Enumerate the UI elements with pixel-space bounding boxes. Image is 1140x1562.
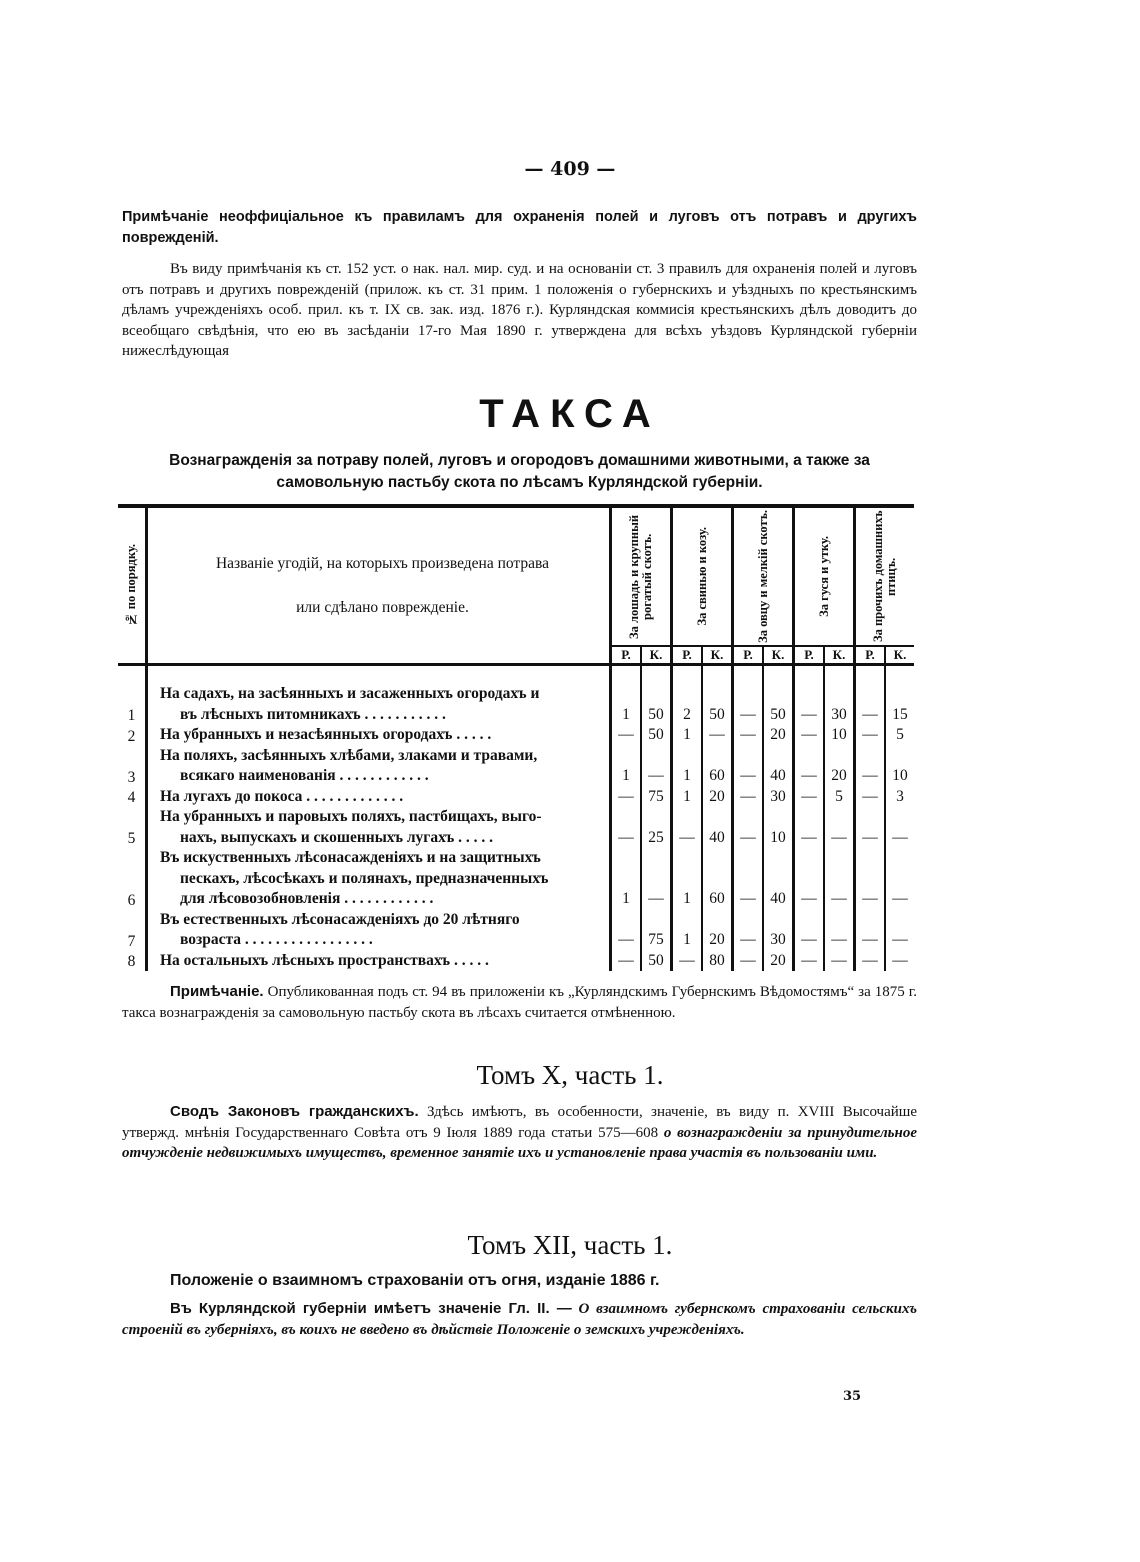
- rubles-cell: —: [672, 951, 703, 972]
- kopecks-cell: 5: [885, 725, 914, 746]
- name-header-1: Названіе угодій, на которыхъ произведена потрава: [215, 554, 550, 572]
- rubles-header: Р.: [672, 646, 703, 665]
- row-name-line: пескахъ, лѣсосѣкахъ и полянахъ, предназначенныхъ: [180, 869, 549, 887]
- kopecks-cell: 10: [885, 746, 914, 787]
- table-note-label: Примѣчаніе.: [170, 983, 264, 1000]
- signature-mark: 35: [843, 1389, 862, 1404]
- rubles-cell: —: [794, 951, 825, 972]
- rubles-cell: 1: [611, 746, 642, 787]
- kopecks-cell: 80: [702, 951, 733, 972]
- row-name-line: всякаго наименованія . . . . . . . . . . . .: [180, 767, 429, 784]
- rubles-cell: —: [794, 787, 825, 808]
- kopecks-cell: 30: [824, 665, 855, 726]
- kopecks-cell: 40: [763, 746, 794, 787]
- col-header-goose: За гуся и утку.: [816, 536, 831, 617]
- table-row: [118, 746, 914, 787]
- table-row: [118, 725, 914, 746]
- col-header-pig: За свинью и козу.: [694, 527, 709, 626]
- num-header: № по порядку.: [124, 544, 138, 627]
- rubles-cell: —: [855, 807, 886, 848]
- kopecks-cell: —: [702, 725, 733, 746]
- row-name-line: Въ естественныхъ лѣсонасажденіяхъ до 20 лѣтняго: [160, 910, 520, 928]
- rubles-cell: —: [794, 848, 825, 910]
- rubles-cell: —: [611, 910, 642, 951]
- row-name: [147, 787, 611, 808]
- row-name: [147, 848, 611, 910]
- rubles-cell: —: [672, 807, 703, 848]
- rubles-cell: 1: [611, 848, 642, 910]
- row-name-line: Въ искуственныхъ лѣсонасажденіяхъ и на защитныхъ: [160, 849, 541, 866]
- rubles-cell: —: [855, 746, 886, 787]
- rubles-cell: 1: [672, 848, 703, 910]
- kopecks-cell: 40: [763, 848, 794, 910]
- rubles-cell: —: [855, 951, 886, 972]
- row-name: [147, 665, 611, 726]
- row-name: [147, 951, 611, 972]
- rubles-cell: —: [794, 665, 825, 726]
- kopecks-cell: 5: [824, 787, 855, 808]
- rubles-cell: —: [855, 787, 886, 808]
- rubles-cell: —: [794, 807, 825, 848]
- kopecks-cell: —: [824, 848, 855, 910]
- rubles-cell: —: [733, 725, 764, 746]
- rubles-cell: 1: [672, 787, 703, 808]
- rubles-cell: 1: [672, 725, 703, 746]
- kopecks-header: К.: [824, 646, 855, 665]
- tom-xii-heading: Томъ XII, часть 1.: [467, 1230, 673, 1260]
- rubles-cell: 1: [672, 746, 703, 787]
- kopecks-cell: 50: [641, 725, 672, 746]
- name-header-2: или сдѣлано поврежденіе.: [296, 598, 469, 616]
- kopecks-cell: 10: [824, 725, 855, 746]
- row-number: 1: [127, 707, 136, 724]
- row-number: 5: [127, 830, 136, 847]
- row-number: 2: [127, 727, 136, 745]
- kurland-italic: О взаимномъ губернскомъ страхованіи сельскихъ строеній въ губерніяхъ, въ коихъ не введено въ дѣйствіе Положеніе о земскихъ учрежденіяхъ.: [122, 1301, 917, 1338]
- rubles-cell: —: [733, 848, 764, 910]
- kopecks-cell: 30: [763, 787, 794, 808]
- row-number: 3: [127, 768, 136, 786]
- row-number: 8: [127, 953, 136, 970]
- kopecks-header: К.: [885, 646, 914, 665]
- row-name-line: На убранныхъ и незасѣянныхъ огородахъ . . . . .: [160, 726, 492, 743]
- svod-paragraph: [122, 1102, 917, 1164]
- kopecks-cell: —: [885, 848, 914, 910]
- rubles-header: Р.: [611, 646, 642, 665]
- row-name-line: нахъ, выпускахъ и скошенныхъ лугахъ . . . . .: [180, 828, 494, 846]
- kopecks-header: К.: [702, 646, 733, 665]
- rubles-cell: —: [855, 848, 886, 910]
- subtitle: Вознагражденія за потраву полей, луговъ и огородовъ домашними животными, а также за самовольную пастьбу скота по лѣсамъ Курляндской губерніи.: [169, 452, 870, 491]
- rubles-header: Р.: [794, 646, 825, 665]
- rubles-cell: 1: [672, 910, 703, 951]
- rubles-cell: —: [794, 725, 825, 746]
- kopecks-cell: 20: [702, 910, 733, 951]
- table-row: [118, 951, 914, 972]
- kopecks-cell: 50: [641, 665, 672, 726]
- svod-text: Здѣсь имѣютъ, въ особенности, значеніе, въ виду п. XVIII Высочайше утвержд. мнѣнія Государственнаго Совѣта отъ 9 Іюля 1889 года статьи 575—608: [122, 1104, 917, 1141]
- table-row: [118, 807, 914, 848]
- table-note: [122, 982, 917, 1023]
- row-name-line: въ лѣсныхъ питомникахъ . . . . . . . . . . .: [180, 705, 446, 723]
- page-number: — 409 —: [524, 158, 616, 180]
- rubles-header: Р.: [855, 646, 886, 665]
- intro-paragraph: Въ виду примѣчанія къ ст. 152 уст. о нак. нал. мир. суд. и на основаніи ст. 3 правилъ для охраненія полей и луговъ отъ потравъ и другихъ поврежденій (прилож. къ ст. 31 прим. 1 положенія о губернскихъ и уѣздныхъ по крестьянскимъ дѣламъ учрежденіяхъ особ. прил. къ т. IX св. зак. изд. 1876 г.). Курляндская коммисія крестьянскихъ дѣлъ доводитъ до всеобщаго свѣдѣнія, что ею въ засѣданіи 17-го Мая 1890 г. утверждена для всѣхъ уѣздовъ Курляндской губерніи нижеслѣдующая: [122, 261, 917, 359]
- kopecks-cell: 10: [763, 807, 794, 848]
- rubles-cell: —: [733, 910, 764, 951]
- rubles-header: Р.: [733, 646, 764, 665]
- col-header-poultry: За прочихъ домашнихъ птицъ.: [871, 510, 898, 643]
- kopecks-cell: 50: [763, 665, 794, 726]
- rubles-cell: —: [855, 665, 886, 726]
- row-name: [147, 725, 611, 746]
- rubles-cell: —: [611, 725, 642, 746]
- kopecks-cell: 25: [641, 807, 672, 848]
- kopecks-cell: 60: [702, 848, 733, 910]
- kopecks-cell: —: [824, 951, 855, 972]
- tariff-table: [118, 504, 914, 971]
- kopecks-cell: 30: [763, 910, 794, 951]
- kopecks-cell: 50: [702, 665, 733, 726]
- svod-italic: о вознагражденіи за принудительное отчужденіе недвижимыхъ имуществъ, временное занятіе ихъ и установленіе права участія въ пользованіи ими.: [122, 1124, 918, 1161]
- rubles-cell: 2: [672, 665, 703, 726]
- kopecks-cell: 20: [824, 746, 855, 787]
- kopecks-header: К.: [641, 646, 672, 665]
- polozhenie-heading: Положеніе о взаимномъ страхованіи отъ огня, изданіе 1886 г.: [170, 1272, 660, 1289]
- kopecks-cell: —: [641, 848, 672, 910]
- rubles-cell: —: [611, 807, 642, 848]
- kopecks-cell: 3: [885, 787, 914, 808]
- rubles-cell: —: [733, 787, 764, 808]
- row-name-line: возраста . . . . . . . . . . . . . . . . .: [180, 931, 373, 948]
- kopecks-cell: —: [885, 951, 914, 972]
- row-name: [147, 746, 611, 787]
- kopecks-cell: —: [885, 807, 914, 848]
- rubles-cell: —: [855, 725, 886, 746]
- table-note-text: Опубликованная подъ ст. 94 въ приложеніи къ „Курляндскимъ Губернскимъ Вѣдомостямъ“ за 1875 г. такса вознагражденія за самовольную пастьбу скота въ лѣсахъ считается отмѣненною.: [122, 984, 918, 1021]
- kopecks-cell: 20: [702, 787, 733, 808]
- rubles-cell: —: [611, 951, 642, 972]
- row-name: [147, 910, 611, 951]
- rubles-cell: —: [733, 746, 764, 787]
- kopecks-cell: 15: [885, 665, 914, 726]
- row-name-line: На лугахъ до покоса . . . . . . . . . . . . .: [160, 787, 404, 805]
- rubles-cell: 1: [611, 665, 642, 726]
- kopecks-cell: —: [885, 910, 914, 951]
- row-name-line: На садахъ, на засѣянныхъ и засаженныхъ огородахъ и: [160, 685, 540, 702]
- kurland-text: Въ Курляндской губерніи имѣетъ значеніе Гл. II. —: [170, 1300, 572, 1317]
- rubles-cell: —: [855, 910, 886, 951]
- svod-label: Сводъ Законовъ гражданскихъ.: [170, 1103, 419, 1120]
- kopecks-cell: —: [824, 807, 855, 848]
- table-row: [118, 665, 914, 726]
- kopecks-cell: 40: [702, 807, 733, 848]
- kopecks-cell: 75: [641, 910, 672, 951]
- rubles-cell: —: [794, 746, 825, 787]
- table-row: [118, 787, 914, 808]
- tom-x-heading: Томъ X, часть 1.: [476, 1060, 664, 1090]
- row-name-line: На убранныхъ и паровыхъ поляхъ, пастбищахъ, выго-: [160, 808, 542, 825]
- kopecks-cell: —: [824, 910, 855, 951]
- rubles-cell: —: [794, 910, 825, 951]
- table-row: [118, 848, 914, 910]
- kopecks-cell: 75: [641, 787, 672, 808]
- kopecks-header: К.: [763, 646, 794, 665]
- title: ТАКСА: [479, 392, 661, 436]
- table-row: [118, 910, 914, 951]
- kopecks-cell: 60: [702, 746, 733, 787]
- row-name-line: для лѣсовозобновленія . . . . . . . . . . . .: [180, 890, 434, 907]
- kopecks-cell: 20: [763, 725, 794, 746]
- row-number: 7: [127, 932, 136, 950]
- note-heading: Примѣчаніе неоффиціальное къ правиламъ для охраненія полей и луговъ отъ потравъ и другихъ поврежденій.: [122, 209, 917, 246]
- rubles-cell: —: [733, 807, 764, 848]
- row-name-line: На поляхъ, засѣянныхъ хлѣбами, злаками и травами,: [160, 746, 538, 764]
- row-number: 4: [127, 789, 136, 806]
- kopecks-cell: 20: [763, 951, 794, 972]
- rubles-cell: —: [611, 787, 642, 808]
- col-header-horse: За лошадь и крупный рогатый скотъ.: [627, 514, 654, 639]
- row-number: 6: [127, 891, 136, 909]
- row-name-line: На остальныхъ лѣсныхъ пространствахъ . . . . .: [160, 951, 489, 969]
- row-name: [147, 807, 611, 848]
- rubles-cell: —: [733, 951, 764, 972]
- col-header-sheep: За овцу и мелкій скотъ.: [755, 510, 770, 643]
- rubles-cell: —: [733, 665, 764, 726]
- kopecks-cell: —: [641, 746, 672, 787]
- kopecks-cell: 50: [641, 951, 672, 972]
- kurland-paragraph: [122, 1299, 917, 1340]
